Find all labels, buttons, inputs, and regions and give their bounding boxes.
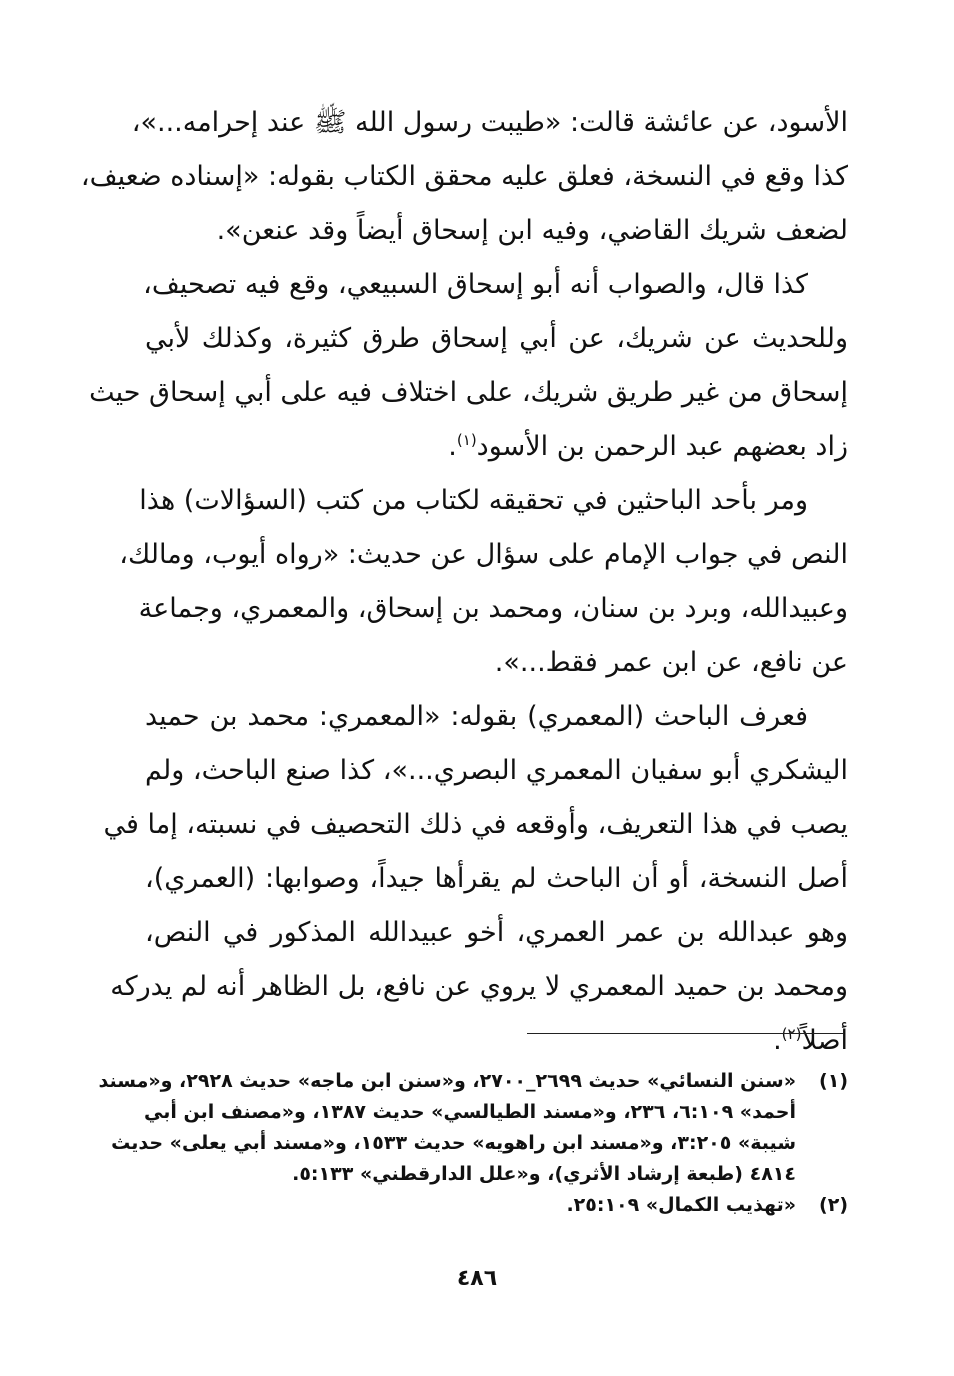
text-line: الأسود، عن عائشة قالت: «طيبت رسول الله ﷺ عند إحرامه...»،	[131, 107, 848, 138]
text-line: ومحمد بن حميد المعمري لا يروي عن نافع، بل الظاهر أنه لم يدركه	[110, 971, 848, 1002]
text-line: يصب في هذا التعريف، وأوقعه في ذلك التحصيف في نسبته، إما في	[103, 809, 848, 840]
footnote-marker: (١)	[456, 431, 477, 449]
text-line: وعبيدالله، وبرد بن سنان، ومحمد بن إسحاق، والمعمري، وجماعة	[138, 593, 848, 624]
text-line: ومر بأحد الباحثين في تحقيقه لكتاب من كتب (السؤالات) هذا	[139, 485, 808, 516]
text-line: عن نافع، عن ابن عمر فقط...».	[494, 647, 848, 678]
footnote	[98, 1066, 848, 1190]
footnote-line: ٤٨١٤ (طبعة إرشاد الأثري)، و«علل الدارقطني» ٥:١٣٣.	[292, 1163, 796, 1185]
text-line: وللحديث عن شريك، عن أبي إسحاق طرق كثيرة، وكذلك لأبي	[145, 323, 848, 354]
paragraph	[103, 690, 848, 1068]
text-line: إسحاق من غير طريق شريك، على اختلاف فيه على أبي إسحاق حيث	[89, 377, 848, 408]
paragraph	[89, 258, 848, 474]
text-line: فعرف الباحث (المعمري) بقوله: «المعمري: محمد بن حميد	[145, 701, 808, 732]
text-line	[145, 420, 848, 474]
text-segment: .	[448, 431, 457, 462]
footnote-line: «سنن النسائي» حديث ٢٦٩٩_٢٧٠٠، و«سنن ابن ماجه» حديث ٢٩٢٨، و«مسند	[98, 1070, 796, 1092]
main-text	[80, 96, 848, 1068]
text-line: كذا قال، والصواب أنه أبو إسحاق السبيعي، وقع فيه تصحيف،	[143, 269, 808, 300]
paragraph	[119, 474, 848, 690]
text-line: كذا وقع في النسخة، فعلق عليه محقق الكتاب بقوله: «إسناده ضعيف،	[80, 161, 848, 192]
text-segment: .	[773, 1025, 782, 1056]
page-number: ٤٨٦	[456, 1266, 498, 1291]
text-line	[145, 1014, 848, 1068]
footnote-marker: (٢)	[781, 1025, 802, 1043]
text-line: وهو عبدالله بن عمر العمري، أخو عبيدالله المذكور في النص،	[145, 917, 848, 948]
text-line: النص في جواب الإمام على سؤال عن حديث: «رواه أيوب، ومالك،	[119, 539, 848, 570]
footnote-separator	[527, 1033, 843, 1034]
footnote-line: «تهذيب الكمال» ٢٥:١٠٩.	[566, 1194, 796, 1216]
text-line: اليشكري أبو سفيان المعمري البصري...»، كذا صنع الباحث، ولم	[145, 755, 848, 786]
footnote-line: أحمد» ٦:١٠٩، ٢٣٦، و«مسند الطيالسي» حديث ١٣٨٧، و«مصنف ابن أبي	[144, 1101, 796, 1123]
text-line: أصل النسخة، أو أن الباحث لم يقرأها جيداً، وصوابها: (العمري)،	[145, 863, 848, 894]
footnote-number: (١)	[819, 1070, 848, 1092]
text-segment: زاد بعضهم عبد الرحمن بن الأسود	[476, 431, 848, 462]
footnote-line: شيبة» ٣:٢٠٥، و«مسند ابن راهويه» حديث ١٥٣٣، و«مسند أبي يعلى» حديث	[111, 1132, 796, 1154]
paragraph	[80, 96, 848, 258]
footnotes	[98, 1066, 848, 1221]
text-segment: أصلاً	[801, 1025, 848, 1056]
text-line: لضعف شريك القاضي، وفيه ابن إسحاق أيضاً وقد عنعن».	[216, 215, 848, 246]
footnote	[145, 1190, 848, 1221]
footnote-number: (٢)	[819, 1194, 848, 1216]
